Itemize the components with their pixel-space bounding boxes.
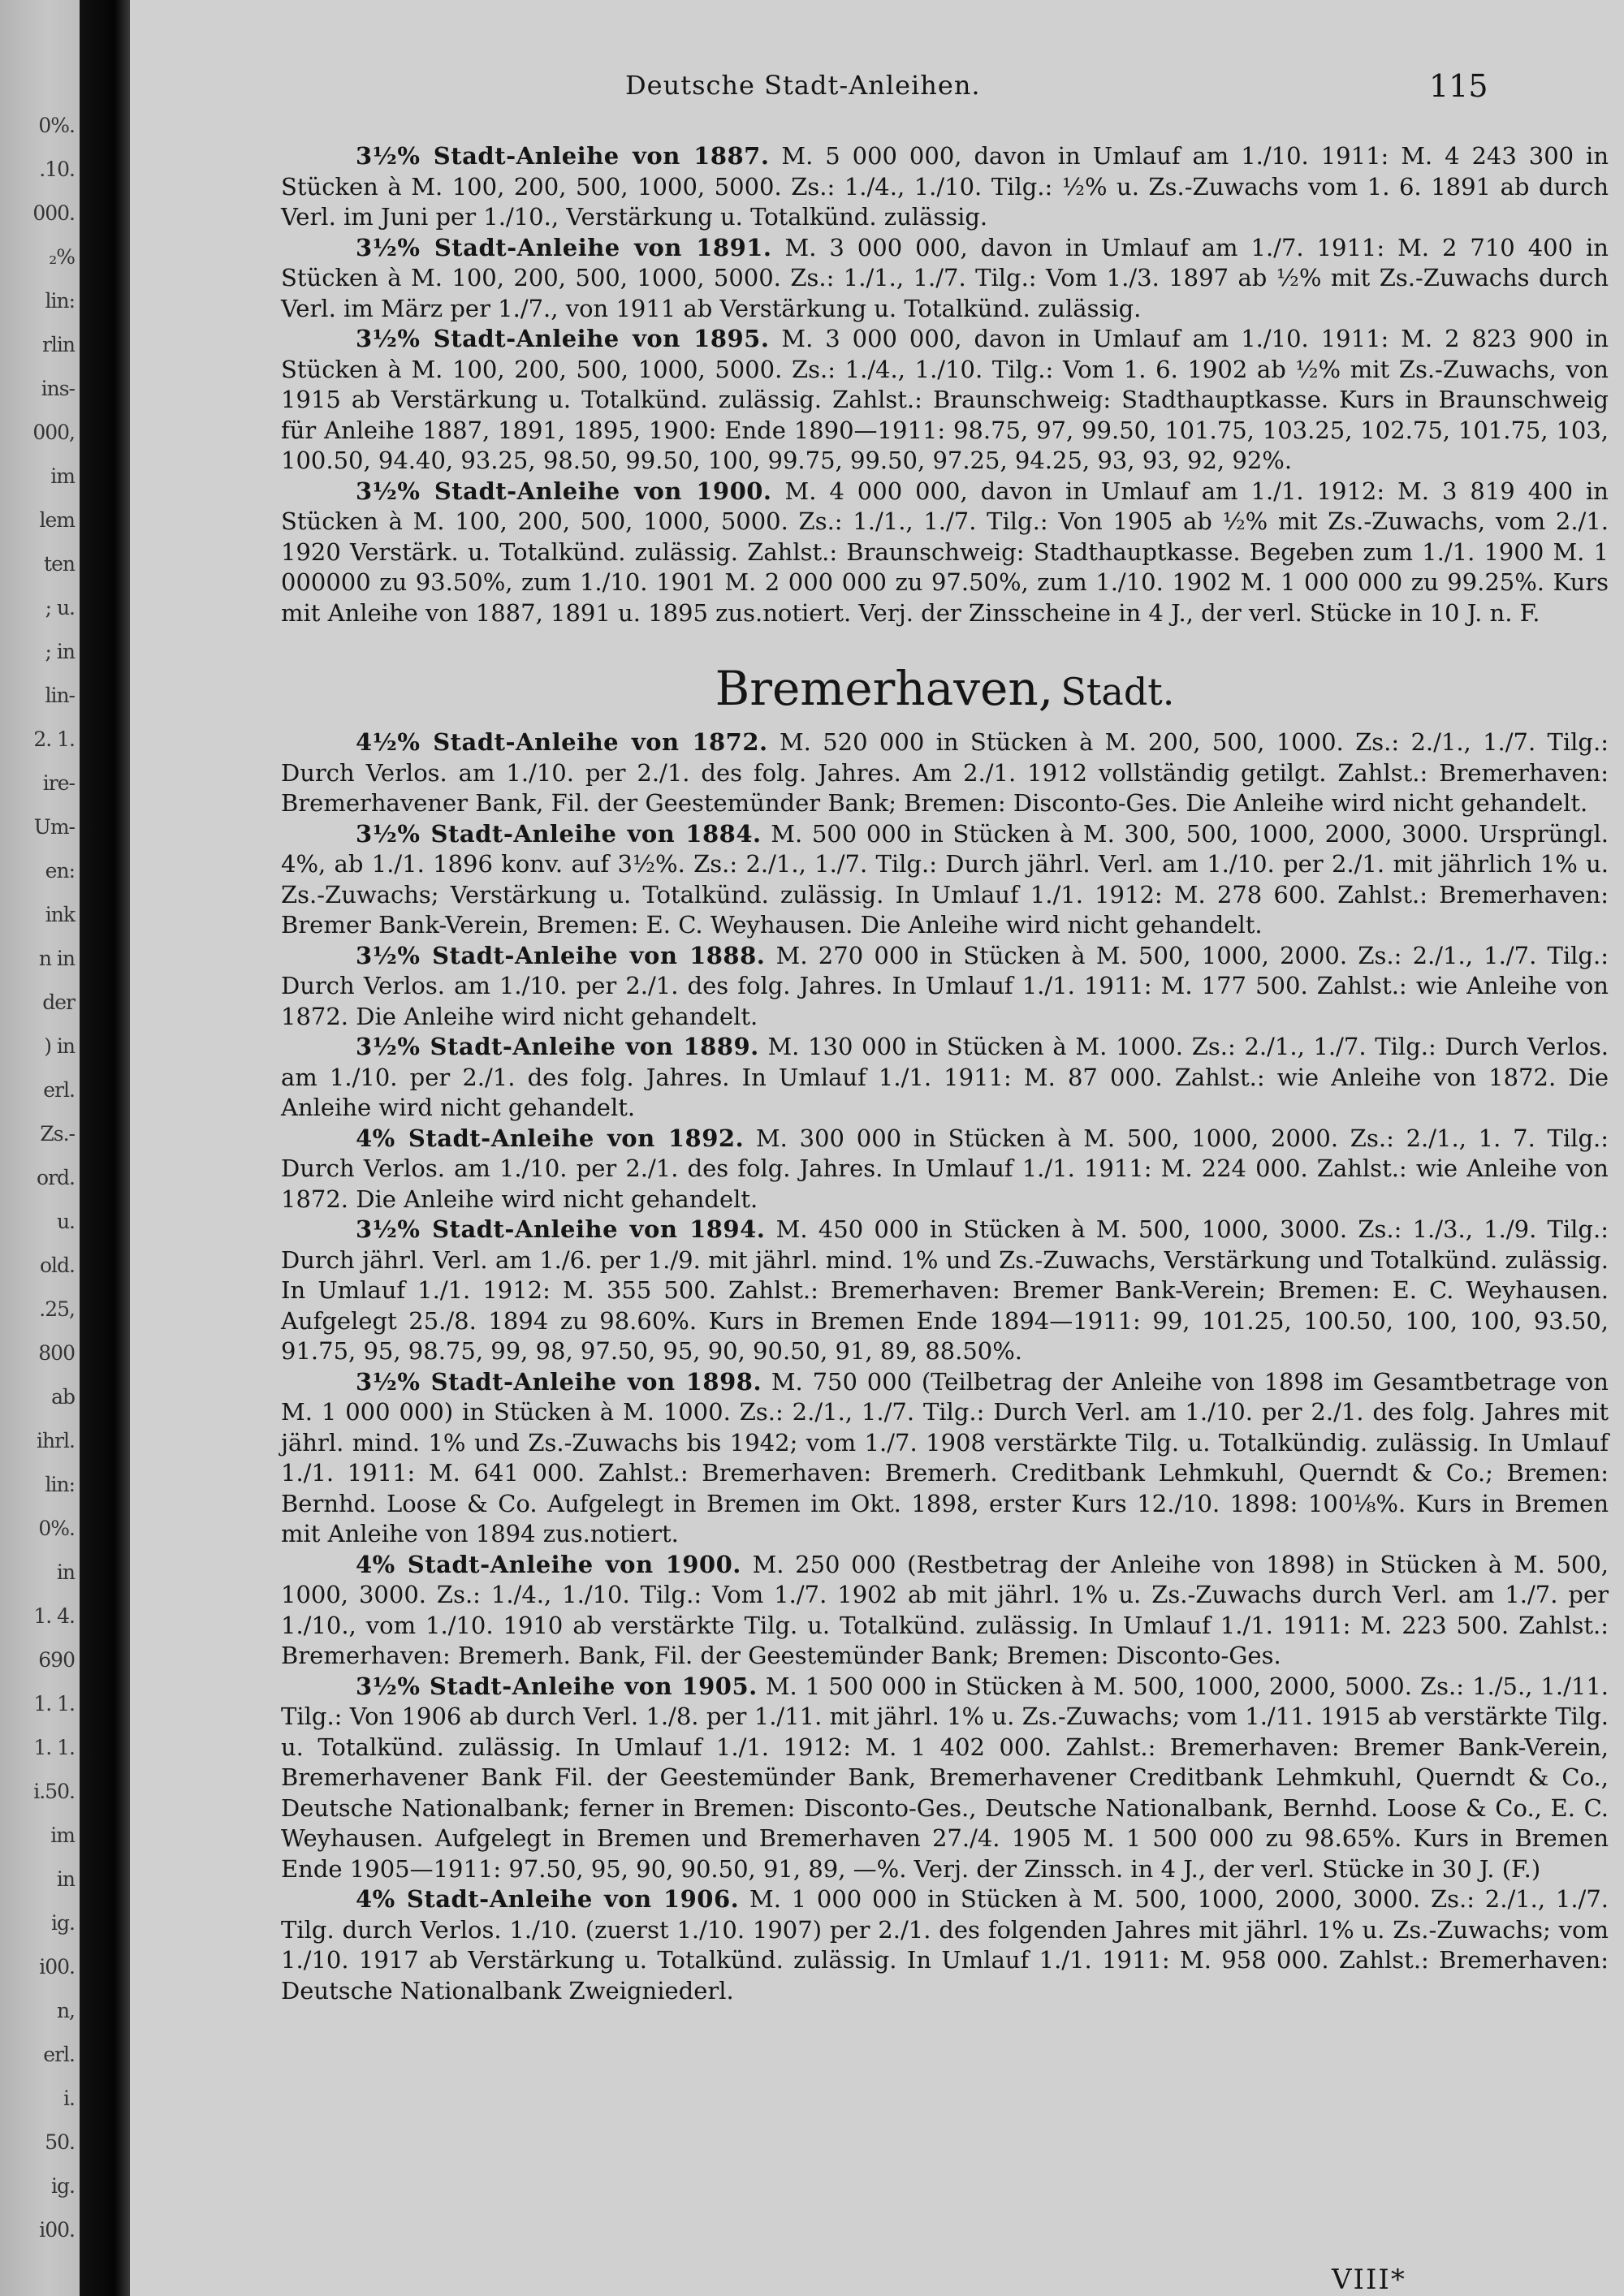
bond-entry [281,727,1609,819]
bond-title: 3½% Stadt-Anleihe von 1905. [356,1672,758,1700]
braunschweig-bond-list [281,141,1609,628]
bond-details: M. 300 000 in Stücken à M. 500, 1000, 2000. Zs.: 2./1., 1. 7. Tilg.: Durch Verlos. am 1./10. per 2./1. des folg. Jahres. In Umlauf 1./1. 1911: M. 224 000. Zahlst.: wie Anleihe von 1872. Die Anleihe wird nicht gehandelt. [281,1124,1609,1213]
margin-fragment: ihrl. [37,1429,75,1452]
margin-fragment: 1. 4. [33,1604,75,1628]
bond-title: 3½% Stadt-Anleihe von 1895. [356,325,770,352]
bond-title: 3½% Stadt-Anleihe von 1891. [356,233,772,261]
margin-fragment: .25, [39,1297,75,1321]
margin-fragment: in [56,1867,75,1891]
margin-fragment: der [42,990,75,1014]
bond-details: M. 750 000 (Teilbetrag der Anleihe von 1898 im Gesamtbetrage von M. 1 000 000) in Stücken à M. 1000. Zs.: 2./1., 1./7. Tilg.: Durch Verl. am 1./10. per 2./1. des folg. Jahres mit jährl. mind. 1% und Zs.-Zuwachs bis 1942; vom 1./7. 1908 verstärkte Tilg. u. Totalkündig. zulässig. In Umlauf 1./1. 1911: M. 641 000. Zahlst.: Bremerhaven: Bremerh. Creditbank Lehmkuhl, Querndt & Co.; Bremen: Bernhd. Loose & Co. Aufgelegt in Bremen im Okt. 1898, erster Kurs 12./10. 1898: 100⅛%. Kurs in Bremen mit Anleihe von 1894 zus.notiert. [281,1367,1609,1547]
margin-fragment: 0%. [38,114,75,137]
bond-title: 3½% Stadt-Anleihe von 1889. [356,1033,759,1060]
bond-title: 4% Stadt-Anleihe von 1900. [356,1550,741,1578]
margin-fragment: lem [39,508,75,532]
bond-entry [281,1215,1609,1367]
bond-details: M. 450 000 in Stücken à M. 500, 1000, 3000. Zs.: 1./3., 1./9. Tilg.: Durch jährl. Verl. am 1./6. per 1./9. mit jährl. mind. 1% und Zs.-Zuwachs, Verstärkung und Totalkünd. zulässig. In Umlauf 1./1. 1912: M. 355 500. Zahlst.: Bremerhaven: Bremer Bank-Verein; Bremen: E. C. Weyhausen. Aufgelegt 25./8. 1894 zu 98.60%. Kurs in Bremen Ende 1894—1911: 99, 101.25, 100.50, 100, 100, 93.50, 91.75, 95, 98.75, 99, 98, 97.50, 95, 90, 90.50, 91, 89, 88.50%. [281,1215,1609,1365]
margin-fragment: Um- [33,815,75,839]
margin-fragment: Zs.- [40,1122,75,1146]
margin-fragment: ; u. [45,596,75,619]
margin-fragment: lin: [45,1473,75,1496]
city-heading [281,661,1609,721]
margin-fragment: im [50,464,75,488]
bond-entry [281,819,1609,941]
bond-details: M. 5 000 000, davon in Umlauf am 1./10. 1911: M. 4 243 300 in Stücken à M. 100, 200, 500, 1000, 5000. Zs.: 1./4., 1./10. Tilg.: ½% u. Zs.-Zuwachs vom 1. 6. 1891 ab durch Verl. im Juni per 1./10., Verstärkung u. Totalkünd. zulässig. [281,142,1609,231]
margin-fragment: n, [56,1999,75,2022]
city-name: Bremerhaven, [715,661,1054,716]
margin-fragment: 690 [38,1648,75,1672]
bond-details: M. 500 000 in Stücken à M. 300, 500, 1000, 2000, 3000. Ursprüngl. 4%, ab 1./1. 1896 konv. auf 3½%. Zs.: 2./1., 1./7. Tilg.: Durch jährl. Verl. am 1./10. per 2./1. mit jährlich 1% u. Zs.-Zuwachs; Verstärkung u. Totalkünd. zulässig. In Umlauf 1./1. 1912: M. 278 600. Zahlst.: Bremerhaven: Bremer Bank-Verein, Bremen: E. C. Weyhausen. Die Anleihe wird nicht gehandelt. [281,819,1609,939]
margin-fragment: en: [45,859,75,883]
margin-fragment: ; in [45,640,75,663]
margin-fragment: lin: [45,289,75,313]
bond-title: 4% Stadt-Anleihe von 1906. [356,1885,740,1913]
bond-details: M. 130 000 in Stücken à M. 1000. Zs.: 2./1., 1./7. Tilg.: Durch Verlos. am 1./10. per 2./1. des folg. Jahres. In Umlauf 1./1. 1911: M. 87 000. Zahlst.: wie Anleihe von 1872. Die Anleihe wird nicht gehandelt. [281,1033,1609,1121]
margin-fragment: erl. [43,2043,75,2066]
bond-entry [281,1032,1609,1124]
bond-entry [281,1672,1609,1885]
bond-details: M. 520 000 in Stücken à M. 200, 500, 1000. Zs.: 2./1., 1./7. Tilg.: Durch Verlos. am 1./10. per 2./1. des folg. Jahres. Am 2./1. 1912 vollständig getilgt. Zahlst.: Bremerhaven: Bremerhavener Bank, Fil. der Geestemünder Bank; Bremen: Disconto-Ges. Die Anleihe wird nicht gehandelt. [281,728,1609,817]
margin-fragment: erl. [43,1078,75,1102]
text-block [281,141,1609,2006]
margin-fragment: i00. [39,1955,75,1979]
bond-entry [281,1884,1609,2006]
bond-title: 3½% Stadt-Anleihe von 1887. [356,142,770,170]
margin-fragment: i00. [39,2218,75,2242]
margin-fragment: in [56,1560,75,1584]
margin-fragment: 1. 1. [33,1736,75,1759]
running-head: Deutsche Stadt-Anleihen. [625,70,981,101]
margin-fragment: ink [45,903,75,926]
margin-fragment: .10. [39,158,75,181]
margin-fragment: old. [40,1254,75,1277]
bond-details: M. 1 000 000 in Stücken à M. 500, 1000, 2000, 3000. Zs.: 2./1., 1./7. Tilg. durch Verlos. 1./10. (zuerst 1./10. 1907) per 2./1. des folgenden Jahres mit jährl. 1% u. Zs.-Zuwachs; vom 1./10. 1917 ab Verstärkung u. Totalkünd. zulässig. In Umlauf 1./1. 1911: M. 958 000. Zahlst.: Bremerhaven: Deutsche Nationalbank Zweigniederl. [281,1885,1609,2005]
margin-fragment: lin- [45,684,75,707]
margin-fragment: u. [56,1210,75,1233]
margin-fragment: 000. [32,201,75,225]
margin-fragment: n in [38,947,75,970]
margin-fragment: ig. [51,2174,75,2198]
document-page [130,0,1624,2296]
bond-entry [281,233,1609,325]
city-suffix: Stadt. [1060,670,1175,714]
bond-details: M. 1 500 000 in Stücken à M. 500, 1000, 2000, 5000. Zs.: 1./5., 1./11. Tilg.: Von 1906 ab durch Verl. 1./8. per 1./11. mit jährl. 1% u. Zs.-Zuwachs; vom 1./11. 1915 ab verstärkte Tilg. u. Totalkünd. zulässig. In Umlauf 1./1. 1912: M. 1 402 000. Zahlst.: Bremerhaven: Bremer Bank-Verein, Bremerhavener Bank Fil. der Geestemünder Bank, Bremerhavener Creditbank Lehmkuhl, Querndt & Co., Deutsche Nationalbank; ferner in Bremen: Disconto-Ges., Deutsche Nationalbank, Bernhd. Loose & Co., E. C. Weyhausen. Aufgelegt in Bremen und Bremerhaven 27./4. 1905 M. 1 500 000 zu 98.65%. Kurs in Bremen Ende 1905—1911: 97.50, 95, 90, 90.50, 91, 89, —%. Verj. der Zinssch. in 4 J., der verl. Stücke in 30 J. (F.) [281,1672,1609,1883]
margin-fragment: ₂% [49,245,75,269]
bond-title: 3½% Stadt-Anleihe von 1900. [356,477,772,505]
margin-fragment: ord. [37,1166,75,1189]
bond-details: M. 270 000 in Stücken à M. 500, 1000, 2000. Zs.: 2./1., 1./7. Tilg.: Durch Verlos. am 1./10. per 2./1. des folg. Jahres. In Umlauf 1./1. 1911: M. 177 500. Zahlst.: wie Anleihe von 1872. Die Anleihe wird nicht gehandelt. [281,941,1609,1030]
bond-entry [281,324,1609,477]
margin-fragment: i.50. [33,1780,75,1803]
bond-details: M. 3 000 000, davon in Umlauf am 1./7. 1911: M. 2 710 400 in Stücken à M. 100, 200, 500, 1000, 5000. Zs.: 1./1., 1./7. Tilg.: Vom 1./3. 1897 ab ½% mit Zs.-Zuwachs durch Verl. im März per 1./7., von 1911 ab Verstärkung u. Totalkünd. zulässig. [281,233,1609,322]
margin-fragment: ire- [42,771,75,795]
bond-details: M. 3 000 000, davon in Umlauf am 1./10. 1911: M. 2 823 900 in Stücken à M. 100, 200, 500, 1000, 5000. Zs.: 1./4., 1./10. Tilg.: Vom 1. 6. 1902 ab ½% mit Zs.-Zuwachs, von 1915 ab Verstärkung u. Totalkünd. zulässig. Zahlst.: Braunschweig: Stadthauptkasse. Kurs in Braunschweig für Anleihe 1887, 1891, 1895, 1900: Ende 1890—1911: 98.75, 97, 99.50, 101.75, 103.25, 102.75, 101.75, 103, 100.50, 94.40, 93.25, 98.50, 99.50, 100, 99.75, 99.50, 97.25, 94.25, 93, 93, 92, 92%. [281,325,1609,474]
previous-page-edge [0,0,80,2296]
bond-title: 3½% Stadt-Anleihe von 1894. [356,1215,766,1243]
margin-fragment: ) in [44,1034,75,1058]
margin-fragment: 1. 1. [33,1692,75,1716]
bond-details: M. 4 000 000, davon in Umlauf am 1./1. 1912: M. 3 819 400 in Stücken à M. 100, 200, 500, 1000, 5000. Zs.: 1./1., 1./7. Tilg.: Von 1905 ab ½% mit Zs.-Zuwachs, vom 2./1. 1920 Verstärk. u. Totalkünd. zulässig. Zahlst.: Braunschweig: Stadthauptkasse. Begeben zum 1./1. 1900 M. 1 000000 zu 93.50%, zum 1./10. 1901 M. 2 000 000 zu 97.50%, zum 1./10. 1902 M. 1 000 000 zu 99.25%. Kurs mit Anleihe von 1887, 1891 u. 1895 zus.notiert. Verj. der Zinsscheine in 4 J., der verl. Stücke in 10 J. n. F. [281,477,1609,627]
bond-title: 3½% Stadt-Anleihe von 1884. [356,819,762,848]
bond-entry [281,1124,1609,1215]
margin-fragment: ins- [41,377,75,400]
bond-title: 4½% Stadt-Anleihe von 1872. [356,728,768,756]
bond-entry [281,1367,1609,1550]
margin-fragment: im [50,1823,75,1847]
bond-title: 3½% Stadt-Anleihe von 1888. [356,941,766,969]
bond-entry [281,141,1609,233]
margin-fragment: rlin [41,333,75,356]
margin-fragment: ig. [51,1911,75,1935]
margin-fragment: i. [63,2087,75,2110]
bond-entry [281,941,1609,1033]
margin-fragment: 2. 1. [33,727,75,751]
margin-fragment: 800 [38,1341,75,1365]
margin-fragment: 50. [45,2130,75,2154]
margin-fragment: 0%. [38,1517,75,1540]
bond-title: 3½% Stadt-Anleihe von 1898. [356,1367,762,1396]
bremerhaven-bond-list [281,727,1609,2006]
page-number: 115 [1429,68,1488,104]
margin-fragment: ten [44,552,75,576]
margin-fragment: ab [51,1385,75,1409]
book-spine-shadow [80,0,130,2296]
margin-fragment: 000, [32,421,75,444]
bond-details: M. 250 000 (Restbetrag der Anleihe von 1898) in Stücken à M. 500, 1000, 3000. Zs.: 1./4., 1./10. Tilg.: Vom 1./7. 1902 ab mit jährl. 1% u. Zs.-Zuwachs durch Verl. am 1./7. per 1./10., vom 1./10. 1910 ab verstärkte Tilg. u. Totalkünd. zulässig. In Umlauf 1./1. 1911: M. 223 500. Zahlst.: Bremerhaven: Bremerh. Bank, Fil. der Geestemünder Bank; Bremen: Disconto-Ges. [281,1550,1609,1669]
bond-entry [281,477,1609,629]
printer-signature-mark: VIII* [1332,2264,1406,2296]
bond-entry [281,1550,1609,1672]
bond-title: 4% Stadt-Anleihe von 1892. [356,1124,745,1152]
